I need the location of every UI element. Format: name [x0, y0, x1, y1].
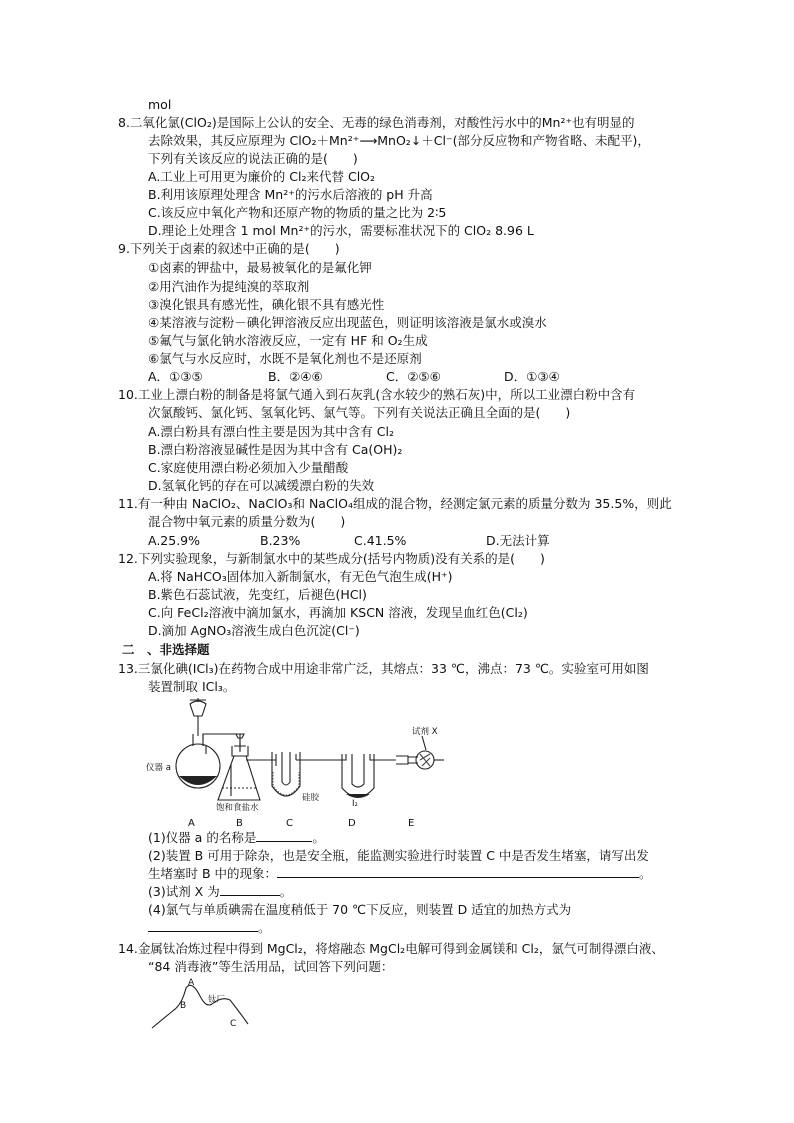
q11-choices: [148, 532, 708, 550]
q9-item-3: ③溴化银具有感光性，碘化银不具有感光性: [148, 297, 385, 312]
label-letter-c: C: [286, 818, 293, 829]
q10-stem-line1: 10.工业上漂白粉的制备是将氯气通入到石灰乳(含水较少的熟石灰)中，所以工业漂白粉中含有: [118, 387, 636, 402]
label-silica-gel: 硅胶: [302, 793, 320, 803]
q9-choice-c: C．②⑤⑥: [386, 369, 441, 384]
q13-sub3: [148, 883, 292, 901]
q13-sub4: (4)氯气与单质碘需在温度稍低于 70 ℃下反应，则装置 D 适宜的加热方式为: [148, 902, 572, 917]
q8-option-b: B.利用该原理处理含 Mn²⁺的污水后溶液的 pH 升高: [148, 187, 433, 202]
q13-sub4-end: 。: [258, 920, 271, 935]
label-instrument-a: 仪器 a: [146, 763, 171, 773]
apparatus-e: [396, 736, 444, 769]
q13-stem-line2: 装置制取 ICl₃。: [148, 679, 236, 694]
q8-option-d: D.理论上处理含 1 mol Mn²⁺的污水，需要标准状况下的 ClO₂ 8.96 L: [148, 223, 534, 238]
q11-choice-c: C.41.5%: [354, 533, 407, 548]
q14-stem-line1: 14.金属钛冶炼过程中得到 MgCl₂，将熔融态 MgCl₂电解可得到金属镁和 Cl₂，氯气可制得漂白液、: [118, 941, 664, 956]
q10-option-d: D.氢氧化钙的存在可以减缓漂白粉的失效: [148, 478, 375, 493]
q13-sub4-blank[interactable]: [148, 919, 258, 932]
q12-option-b: B.紫色石蕊试液，先变红，后褪色(HCl): [148, 587, 367, 602]
apparatus-figure: [146, 694, 446, 829]
q11-stem-line1: 11.有一种由 NaClO₂、NaClO₃和 NaClO₄组成的混合物，经测定氯元素的质量分数为 35.5%，则此: [118, 496, 672, 511]
q13-sub4-answer: [148, 919, 271, 937]
q9-choices: [148, 368, 708, 386]
q9-item-2: ②用汽油作为提纯溴的萃取剂: [148, 279, 310, 294]
q12-stem: 12.下列实验现象，与新制氯水中的某些成分(括号内物质)没有关系的是( ): [118, 551, 545, 566]
apparatus-c: [272, 752, 326, 796]
q13-stem-line1: 13.三氯化碘(ICl₃)在药物合成中用途非常广泛，其熔点：33 ℃，沸点：73 ℃。实验室可用如图: [118, 661, 649, 676]
q9-item-1: ①卤素的钾盐中，最易被氧化的是氟化钾: [148, 260, 372, 275]
q9-choice-b: B．②④⑥: [268, 369, 323, 384]
q13-sub1-end: 。: [312, 830, 325, 845]
q9-choice-d: D．①③④: [504, 369, 560, 384]
terrain-label-factory: 钛厂: [208, 995, 226, 1005]
label-letter-d: D: [348, 818, 356, 829]
q8-stem-line3: 下列有关该反应的说法正确的是( ): [148, 151, 358, 166]
q9-item-5: ⑤氟气与氯化钠水溶液反应，一定有 HF 和 O₂生成: [148, 333, 428, 348]
terrain-label-b: B: [180, 1001, 187, 1011]
q14-stem-line2: “84 消毒液”等生活用品，试回答下列问题：: [148, 959, 394, 974]
label-letter-a: A: [188, 818, 195, 829]
q9-item-4: ④某溶液与淀粉－碘化钾溶液反应出现蓝色，则证明该溶液是氯水或溴水: [148, 315, 547, 330]
q10-stem-line2: 次氯酸钙、氯化钙、氢氧化钙、氯气等。下列有关说法正确且全面的是( ): [148, 405, 571, 420]
label-saturated-brine: 饱和食盐水: [216, 803, 259, 813]
q12-option-c: C.向 FeCl₂溶液中滴加氯水，再滴加 KSCN 溶液，发现呈血红色(Cl₂): [148, 605, 528, 620]
q10-option-b: B.漂白粉溶液显碱性是因为其中含有 Ca(OH)₂: [148, 442, 403, 457]
q13-sub3-end: 。: [279, 884, 293, 899]
q13-sub1: [148, 829, 325, 847]
apparatus-d: [326, 754, 396, 798]
q13-sub1-blank[interactable]: [256, 829, 312, 842]
apparatus-b: [218, 734, 276, 800]
q11-choice-d: D.无法计算: [486, 533, 550, 548]
terrain-label-a: A: [188, 978, 195, 988]
q13-sub1-text: (1)仪器 a 的名称是: [148, 830, 257, 845]
q12-option-d: D.滴加 AgNO₃溶液生成白色沉淀(Cl⁻): [148, 623, 360, 638]
q10-option-c: C.家庭使用漂白粉必须加入少量醋酸: [148, 460, 349, 475]
q8-option-a: A.工业上可用更为廉价的 Cl₂来代替 ClO₂: [148, 169, 376, 184]
q9-choice-a: A．①③⑤: [148, 369, 203, 384]
q9-stem: 9.下列关于卤素的叙述中正确的是( ): [118, 241, 340, 256]
q13-sub3-text: (3)试剂 X 为: [148, 884, 220, 899]
q13-sub2-line1: (2)装置 B 可用于除杂，也是安全瓶，能监测实验进行时装置 C 中是否发生堵塞，请写出发: [148, 848, 649, 863]
q13-sub3-blank[interactable]: [220, 883, 280, 896]
q13-sub2-end: 。: [639, 866, 652, 881]
terrain-figure: [150, 974, 260, 1032]
apparatus-a: [176, 698, 220, 788]
q10-option-a: A.漂白粉具有漂白性主要是因为其中含有 Cl₂: [148, 424, 394, 439]
q11-stem-line2: 混合物中氧元素的质量分数为( ): [148, 514, 346, 529]
q13-sub2-text: 生堵塞时 B 中的现象：: [148, 866, 278, 881]
q12-option-a: A.将 NaHCO₃固体加入新制氯水，有无色气泡生成(H⁺): [148, 569, 453, 584]
top-fragment: mol: [148, 97, 172, 112]
label-iodine: I₂: [352, 799, 358, 809]
q8-stem-line2: 去除效果，其反应原理为 ClO₂＋Mn²⁺⟶MnO₂↓＋Cl⁻(部分反应物和产物省略、未配平)，: [148, 133, 650, 148]
q11-choice-b: B.23%: [260, 533, 301, 548]
q9-item-6: ⑥氯气与水反应时，水既不是氧化剂也不是还原剂: [148, 351, 422, 366]
q13-sub2-line2: [148, 865, 652, 883]
q8-option-c: C.该反应中氧化产物和还原产物的物质的量之比为 2∶5: [148, 205, 447, 220]
q8-stem-line1: 8.二氧化氯(ClO₂)是国际上公认的安全、无毒的绿色消毒剂，对酸性污水中的Mn²⁺也有明显的: [118, 115, 635, 130]
q11-choice-a: A.25.9%: [148, 533, 201, 548]
label-letter-e: E: [408, 818, 415, 829]
terrain-label-c: C: [230, 1019, 237, 1029]
section-heading: 二 、非选择题: [122, 642, 210, 657]
q13-sub2-blank[interactable]: [277, 865, 639, 878]
label-reagent-x: 试剂 X: [412, 727, 438, 737]
label-letter-b: B: [236, 818, 243, 829]
